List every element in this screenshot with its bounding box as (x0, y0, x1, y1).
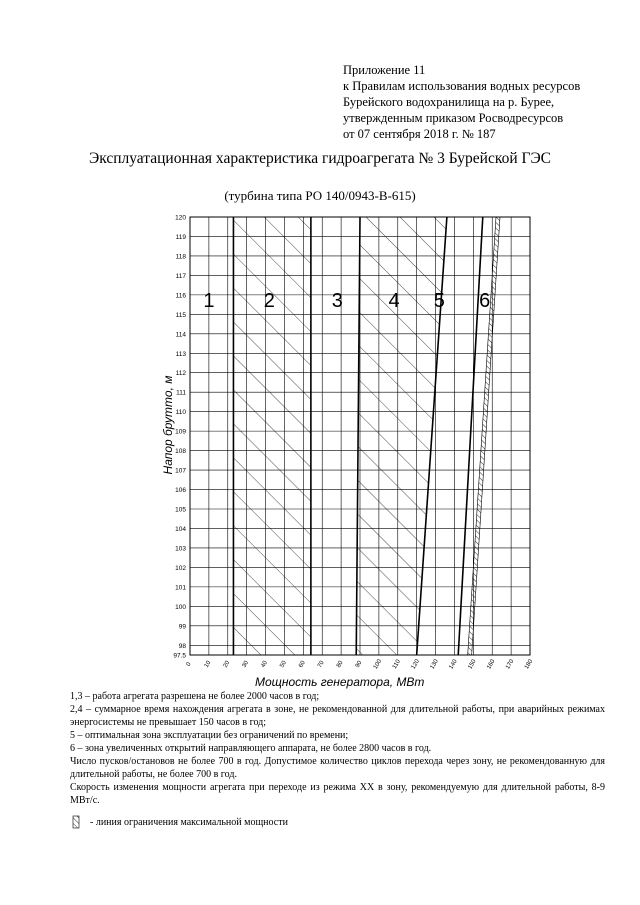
note: Скорость изменения мощности агрегата при переходе из режима ХХ в зону, рекомендуемую для длительной работы, 8-9 МВт/с. (70, 782, 605, 806)
y-tick-label: 117 (175, 272, 186, 280)
y-tick-label: 100 (175, 603, 186, 611)
note: 1,3 – работа агрегата разрешена не более 2000 часов в год; (70, 691, 320, 702)
y-tick-label: 113 (175, 350, 186, 358)
y-tick-label: 115 (175, 311, 186, 319)
y-tick-label: 119 (175, 233, 186, 241)
y-tick-label: 120 (175, 214, 186, 222)
legend (70, 815, 288, 829)
appendix-line: Бурейского водохранилища на р. Бурее, (343, 95, 555, 109)
zone-2-hatch (233, 217, 310, 655)
zone-4-hatch (356, 217, 447, 655)
x-tick-label: 110 (391, 658, 402, 671)
operating-characteristic-chart (150, 205, 550, 675)
note: 6 – зона увеличенных открытий направляющего аппарата, не более 2800 часов в год. (70, 743, 432, 754)
note: 5 – оптимальная зона эксплуатации без ограничений по времени; (70, 730, 349, 741)
x-tick-label: 10 (203, 660, 213, 669)
document-title: Эксплуатационная характеристика гидроагрегата № 3 Бурейской ГЭС (88, 150, 552, 167)
appendix-line: утвержденным приказом Росводресурсов (343, 111, 564, 125)
y-tick-label: 102 (175, 564, 186, 572)
x-axis-label: Мощность генератора, МВт (255, 675, 425, 689)
y-tick-label: 116 (175, 292, 186, 300)
y-tick-label: 108 (175, 448, 186, 456)
appendix-line: Приложение 11 (343, 63, 426, 77)
note: 2,4 – суммарное время нахождения агрегата в зоне, не рекомендованной для длительной работы, при аварийных режимах энергосистемы не превышает 150 часов в год; (70, 704, 605, 728)
appendix-line: к Правилам использования водных ресурсов (343, 79, 581, 93)
y-tick-label: 111 (176, 389, 186, 397)
legend-label: - линия ограничения максимальной мощности (90, 816, 288, 828)
x-tick-label: 150 (467, 658, 478, 671)
hatched-line-icon (70, 815, 84, 829)
notes-block (70, 690, 605, 807)
x-tick-label: 130 (429, 658, 440, 671)
y-tick-label: 114 (175, 331, 186, 339)
x-tick-label: 170 (505, 658, 516, 671)
x-tick-label: 50 (279, 660, 288, 669)
note: Число пусков/остановов не более 700 в год. Допустимое количество циклов перехода через зону, не рекомендованную для длительной работы, не более 700 в год. (70, 756, 605, 780)
appendix-line: от 07 сентября 2018 г. № 187 (343, 127, 496, 141)
zone-label: 5 (433, 289, 445, 312)
y-tick-label: 110 (175, 409, 186, 417)
zone-label: 1 (203, 289, 215, 312)
y-tick-label: 118 (175, 253, 186, 261)
zone-boundary-line (458, 217, 483, 655)
y-axis-label: Напор брутто, м (161, 375, 175, 475)
y-tick-label: 107 (175, 467, 186, 475)
x-tick-label: 90 (354, 660, 364, 669)
y-tick-label: 103 (175, 545, 186, 553)
x-tick-label: 70 (317, 660, 326, 669)
zone-label: 6 (479, 289, 491, 312)
y-tick-label: 101 (175, 584, 186, 592)
x-tick-label: 0 (185, 661, 193, 668)
y-tick-label: 98 (178, 642, 186, 650)
x-tick-label: 20 (222, 660, 232, 669)
max-power-limit-line (468, 217, 500, 655)
y-tick-label: 97.5 (173, 652, 186, 660)
x-tick-label: 80 (335, 660, 345, 669)
zone-label: 3 (331, 289, 343, 312)
y-tick-label: 104 (175, 525, 186, 533)
x-tick-label: 60 (298, 660, 307, 669)
zone-label: 2 (263, 289, 275, 312)
y-tick-label: 106 (175, 487, 186, 495)
document-subtitle: (турбина типа РО 140/0943-В-615) (224, 188, 416, 203)
zone-label: 4 (388, 289, 400, 312)
x-tick-label: 140 (448, 658, 459, 671)
x-tick-label: 30 (241, 660, 251, 669)
x-tick-label: 160 (486, 658, 497, 671)
x-tick-label: 180 (524, 658, 535, 671)
y-tick-label: 99 (178, 623, 186, 631)
x-tick-label: 120 (410, 658, 421, 671)
x-tick-label: 40 (260, 660, 269, 669)
appendix-header (343, 62, 633, 142)
x-tick-label: 100 (372, 658, 384, 671)
y-tick-label: 105 (175, 506, 186, 514)
y-tick-label: 109 (175, 428, 186, 436)
y-tick-label: 112 (175, 370, 186, 378)
